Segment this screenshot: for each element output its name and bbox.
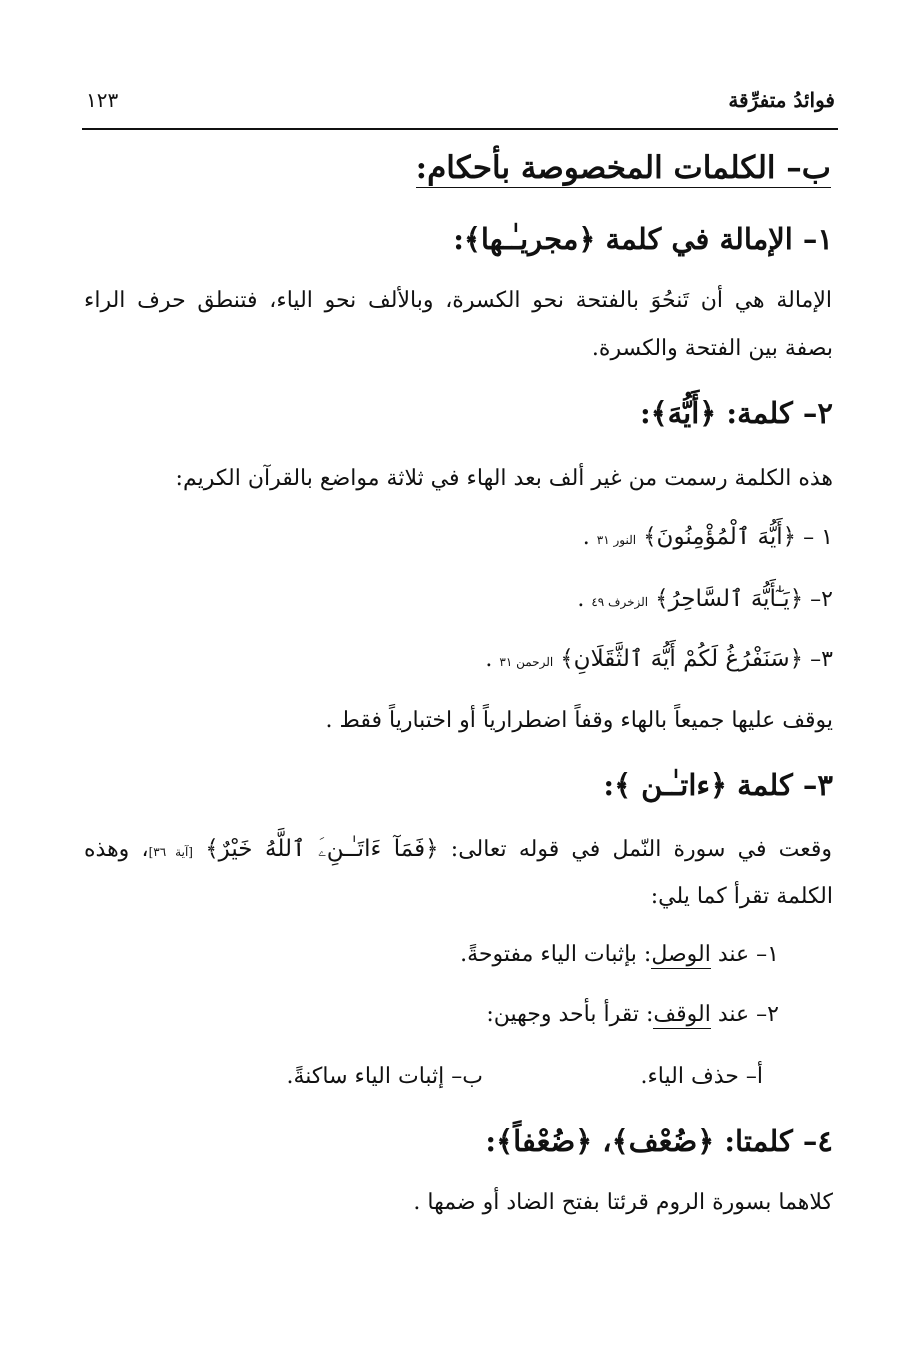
section-title: ب– الكلمات المخصوصة بأحكام: xyxy=(415,150,831,186)
example-end: . xyxy=(577,587,585,612)
item2-intro: هذه الكلمة رسمت من غير ألف بعد الهاء في ثلاثة مواضع بالقرآن الكريم: xyxy=(175,466,833,491)
item2-heading: ٢– كلمة: ﴿أَيُّهَ﴾: xyxy=(639,396,833,430)
item3-para-text-a: وقعت في سورة النّمل في قوله تعالى: xyxy=(450,837,833,862)
example-end: . xyxy=(582,525,590,550)
verse-reference: الزخرف ٤٩ xyxy=(591,595,649,609)
verse-text: ﴿سَنَفْرُغُ لَكُمْ أَيُّهَ ٱلثَّقَلَانِ﴾ xyxy=(560,646,804,672)
item1-para-line2: بصفة بين الفتحة والكسرة. xyxy=(591,336,833,361)
page-number: ١٢٣ xyxy=(86,88,119,112)
item2-conclusion: يوقف عليها جميعاً بالهاء وقفاً اضطرارياً أو اختبارياً فقط . xyxy=(325,708,833,733)
example-number: ٢– xyxy=(810,587,833,612)
reading-case-1 xyxy=(460,942,779,967)
verse-text: ﴿يَـٰٓأَيُّهَ ٱلسَّاحِرُ﴾ xyxy=(655,586,804,612)
example-number: ١ – xyxy=(803,525,833,550)
example-end: . xyxy=(485,647,493,672)
item4-para: كلاهما بسورة الروم قرئتا بفتح الضاد أو ضمها . xyxy=(413,1190,833,1215)
option-b: ب– إثبات الياء ساكنةً. xyxy=(286,1064,483,1089)
item3-verse: ﴿فَمَآ ءَاتَـٰـنِۦَ ٱللَّهُ خَيْرٌ﴾ xyxy=(205,836,439,862)
option-a: أ– حذف الياء. xyxy=(640,1064,763,1089)
verse-text: ﴿أَيُّهَ ٱلْمُؤْمِنُونَ﴾ xyxy=(643,524,797,550)
item1-para-line1: الإمالة هي أن تَنحُوَ بالفتحة نحو الكسرة، وبالألف نحو الياء، فتنطق حرف الراء xyxy=(84,288,832,313)
item3-verse-reference: [آية ٣٦] xyxy=(148,845,193,859)
item3-para-line2: الكلمة تقرأ كما يلي: xyxy=(650,884,833,909)
case-text: : بإثبات الياء مفتوحةً. xyxy=(460,942,652,967)
item3-para-line1 xyxy=(84,836,832,862)
reading-case-2 xyxy=(486,1002,779,1027)
case-text: : تقرأ بأحد وجهين: xyxy=(486,1002,654,1027)
example-3 xyxy=(485,646,833,672)
case-keyword: الوقف xyxy=(653,1002,711,1027)
case-number: ٢– عند xyxy=(717,1002,779,1027)
running-header: فوائدُ متفرِّقة xyxy=(728,88,835,112)
item1-heading: ١– الإمالة في كلمة ﴿مجريـٰـها﴾: xyxy=(453,222,833,256)
item3-heading: ٣– كلمة ﴿ءاتـٰـن ﴾: xyxy=(603,768,833,802)
item4-heading: ٤– كلمتا: ﴿ضُعْف﴾، ﴿ضُعْفاً﴾: xyxy=(485,1124,833,1158)
example-number: ٣– xyxy=(810,647,833,672)
example-1 xyxy=(583,524,833,550)
header-rule xyxy=(82,128,838,130)
item3-para-text-b: ، وهذه xyxy=(84,837,149,862)
example-2 xyxy=(577,586,833,612)
verse-reference: الرحمن ٣١ xyxy=(499,655,554,669)
case-number: ١– عند xyxy=(717,942,779,967)
verse-reference: النور ٣١ xyxy=(596,533,637,547)
case-keyword: الوصل xyxy=(651,942,711,967)
